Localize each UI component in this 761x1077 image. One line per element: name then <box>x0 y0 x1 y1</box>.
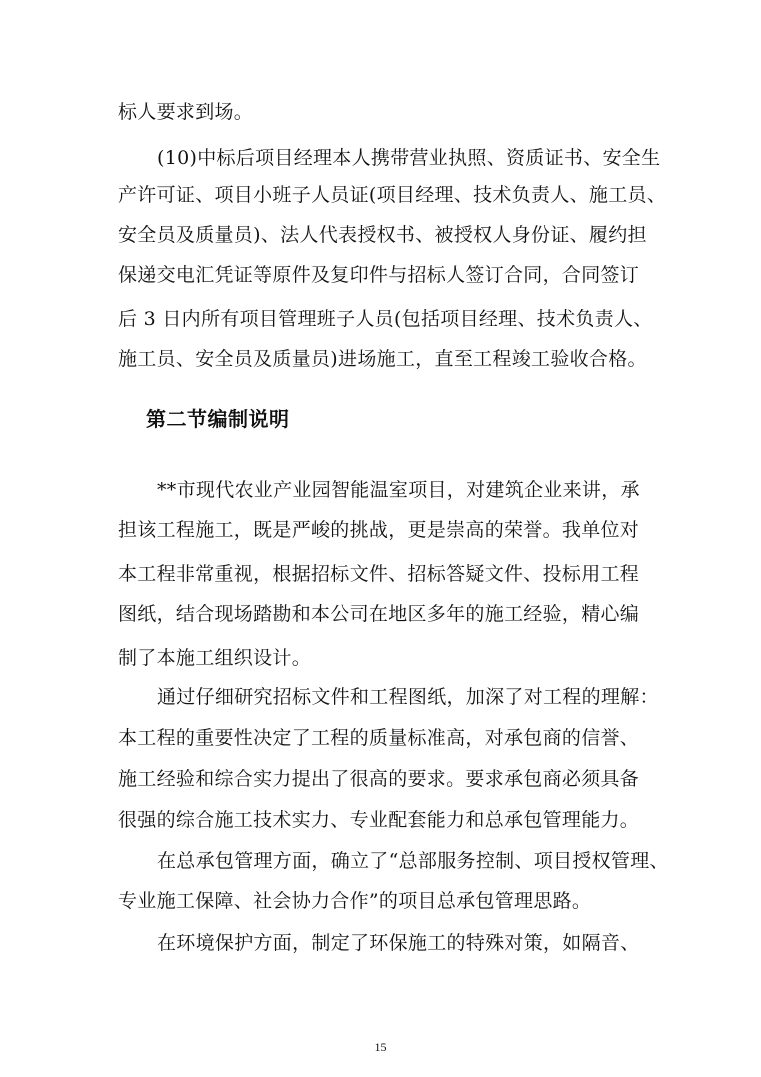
text-line: 通过仔细研究招标文件和工程图纸，加深了对工程的理解： <box>157 686 659 708</box>
text-line: 后 3 日内所有项目管理班子人员(包括项目经理、技术负责人、 <box>118 308 653 330</box>
text-line: (10)中标后项目经理本人携带营业执照、资质证书、安全生 <box>157 147 661 169</box>
text-line: 本工程的重要性决定了工程的质量标准高，对承包商的信誉、 <box>118 727 640 749</box>
text-line: 保递交电汇凭证等原件及复印件与招标人签订合同，合同签订 <box>118 264 640 286</box>
text-line: **市现代农业产业园智能温室项目，对建筑企业来讲，承 <box>157 479 640 501</box>
text-line: 担该工程施工，既是严峻的挑战，更是崇高的荣誉。我单位对 <box>118 519 640 541</box>
text-line: 产许可证、项目小班子人员证(项目经理、技术负责人、施工员、 <box>118 184 667 206</box>
text-line: 专业施工保障、社会协力合作”的项目总承包管理思路。 <box>118 890 592 912</box>
text-line: 施工经验和综合实力提出了很高的要求。要求承包商必须具备 <box>118 768 640 790</box>
section-heading: 第二节编制说明 <box>146 407 290 431</box>
text-line: 标人要求到场。 <box>118 101 254 123</box>
text-line: 本工程非常重视，根据招标文件、招标答疑文件、投标用工程 <box>118 563 640 585</box>
text-line: 施工员、安全员及质量员)进场施工，直至工程竣工验收合格。 <box>118 348 647 370</box>
text-line: 制了本施工组织设计。 <box>118 647 312 669</box>
text-line: 在环境保护方面，制定了环保施工的特殊对策，如隔音、 <box>157 932 640 954</box>
text-line: 图纸，结合现场踏勘和本公司在地区多年的施工经验，精心编 <box>118 603 640 625</box>
text-line: 很强的综合施工技术实力、专业配套能力和总承包管理能力。 <box>118 809 640 831</box>
text-line: 安全员及质量员)、法人代表授权书、被授权人身份证、履约担 <box>118 224 647 246</box>
text-line: 在总承包管理方面，确立了“总部服务控制、项目授权管理、 <box>157 850 669 872</box>
page-number: 15 <box>374 1040 387 1054</box>
